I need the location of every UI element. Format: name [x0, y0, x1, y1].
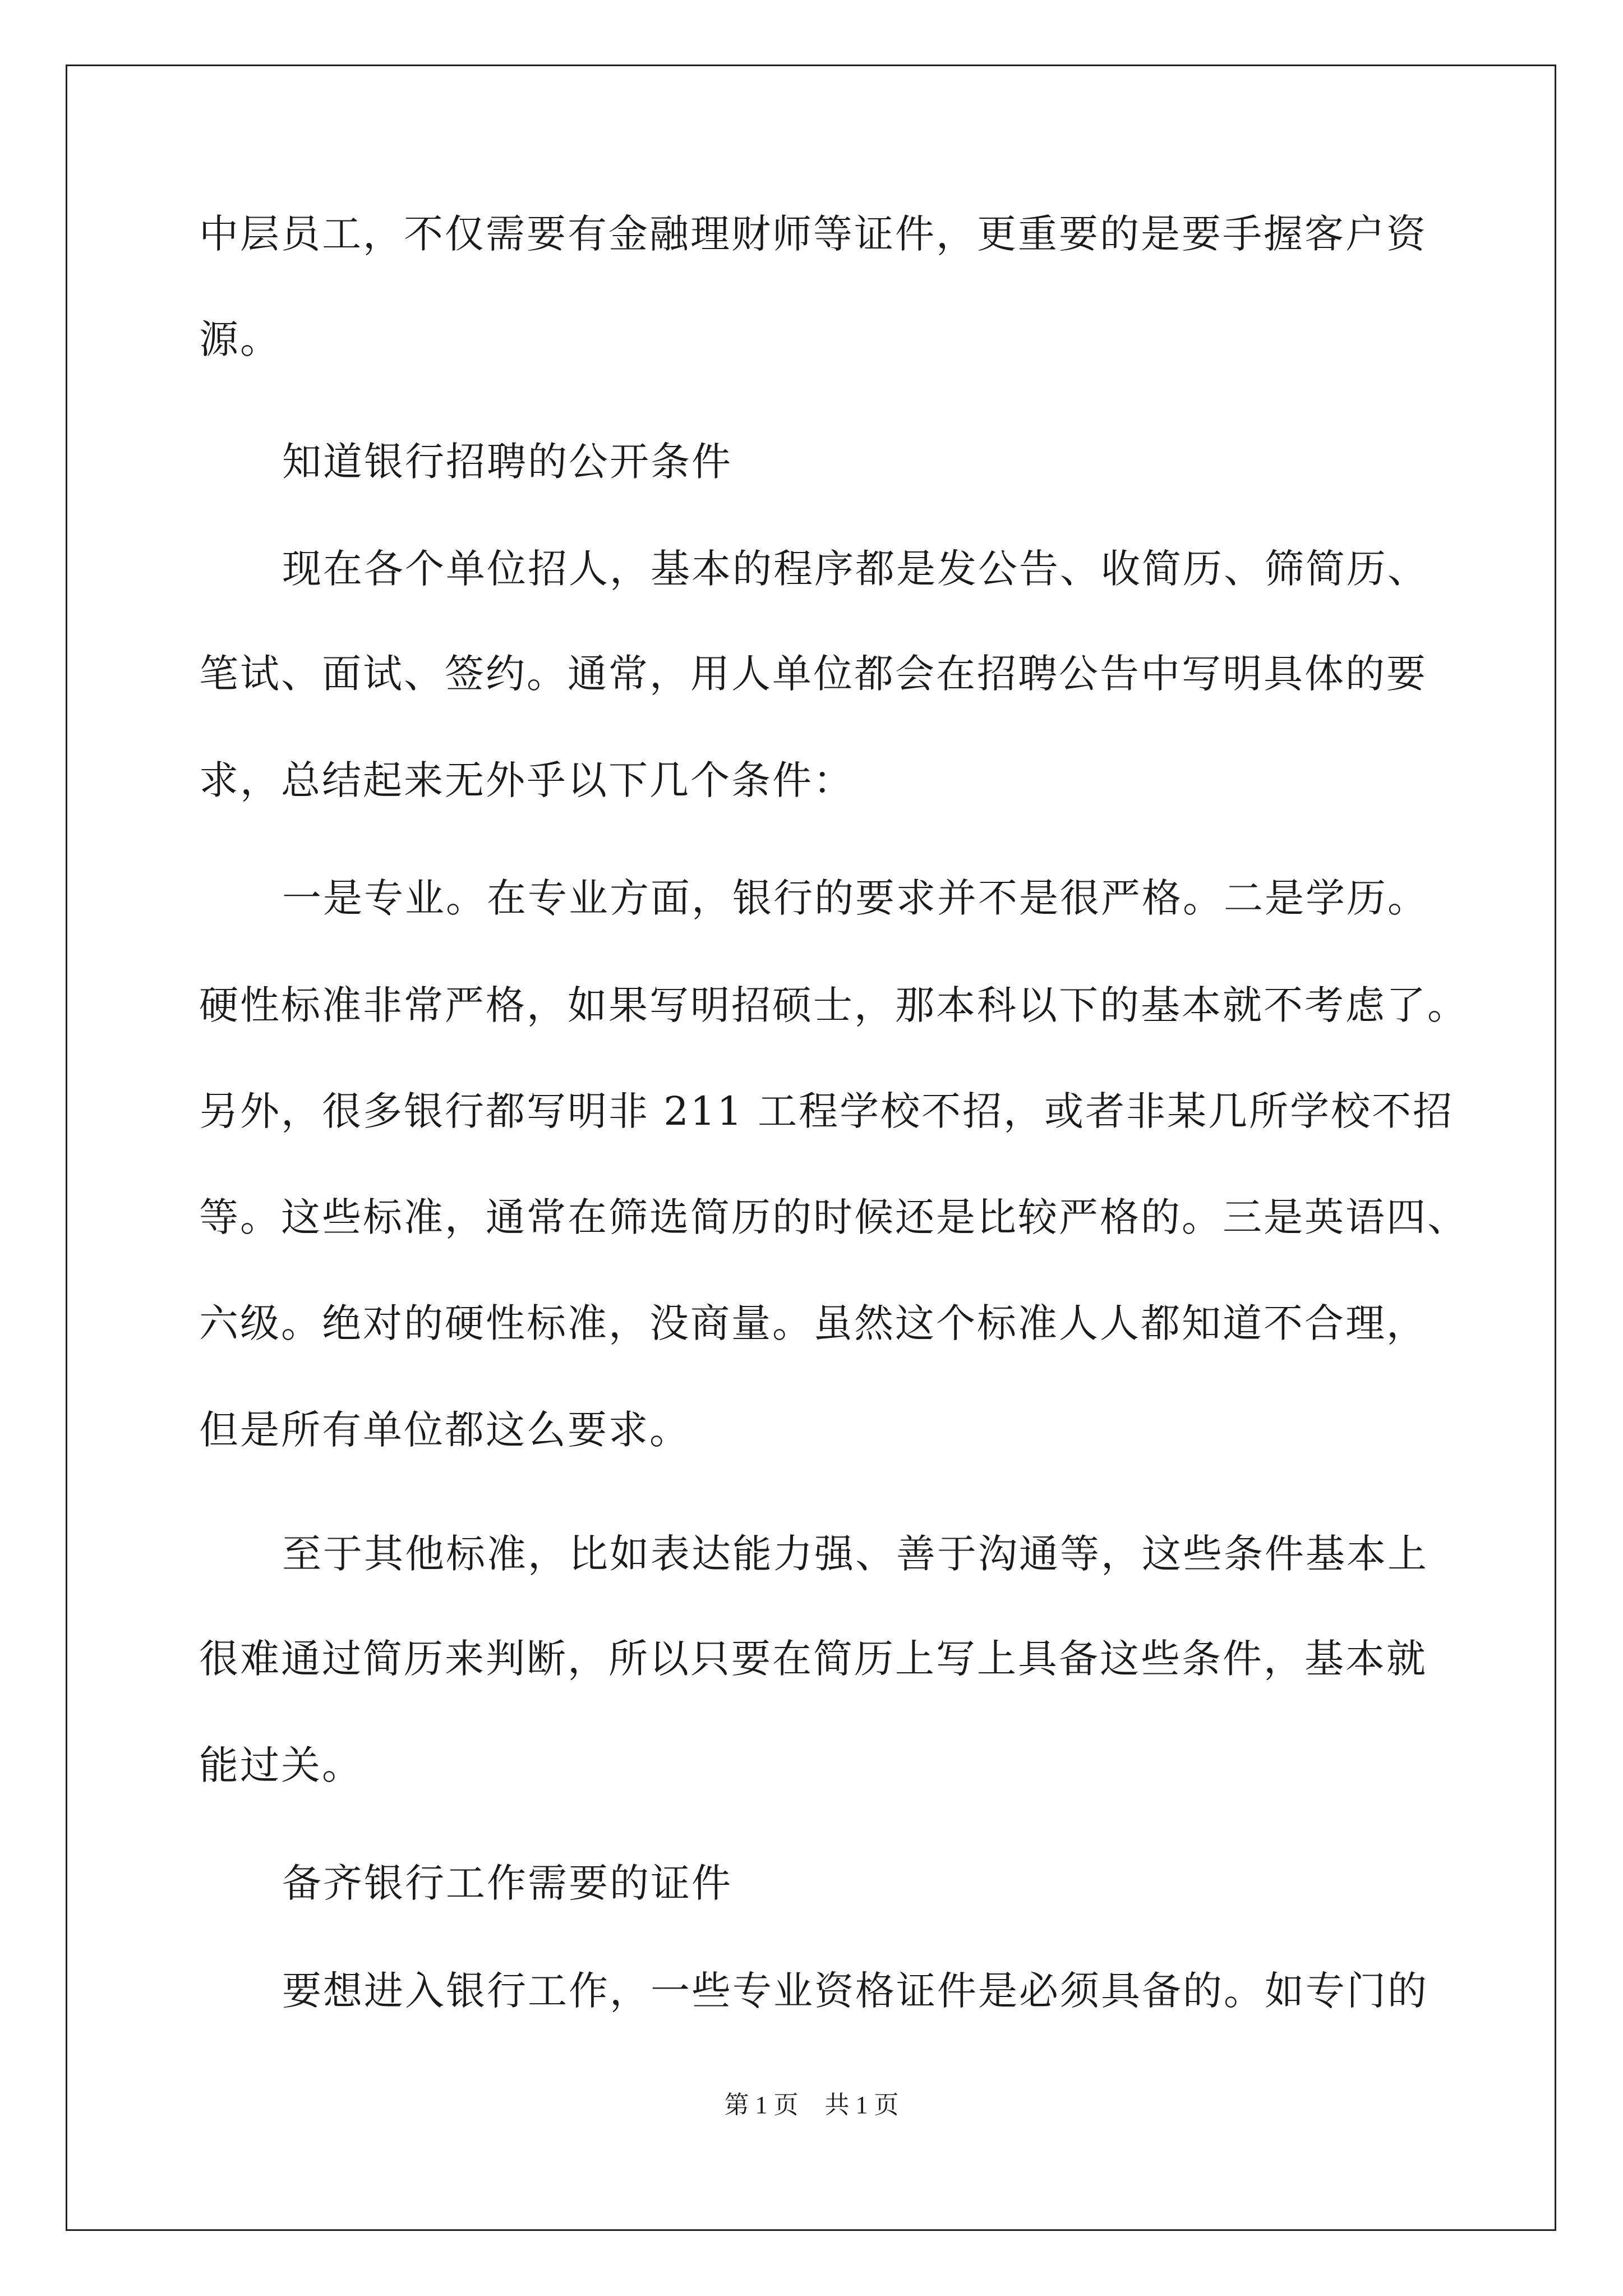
- text-line: 一是专业。在专业方面，银行的要求并不是很严格。二是学历。: [282, 875, 1428, 921]
- text-line: 能过关。: [199, 1742, 363, 1788]
- page-total: 共 1 页: [824, 2091, 899, 2119]
- text-line: 很难通过简历来判断，所以只要在简历上写上具备这些条件，基本就: [199, 1636, 1427, 1682]
- page-number: 第 1 页: [724, 2091, 799, 2119]
- text-line: 笔试、面试、签约。通常，用人单位都会在招聘公告中写明具体的要: [199, 651, 1427, 697]
- text-line: 另外，很多银行都写明非 211 工程学校不招，或者非某几所学校不招: [199, 1088, 1454, 1134]
- text-line: 现在各个单位招人，基本的程序都是发公告、收简历、筛简历、: [282, 546, 1428, 592]
- text-line: 六级。绝对的硬性标准，没商量。虽然这个标准人人都知道不合理，: [199, 1300, 1427, 1346]
- text-line: 中层员工，不仅需要有金融理财师等证件，更重要的是要手握客户资: [199, 211, 1427, 257]
- text-line: 但是所有单位都这么要求。: [199, 1407, 690, 1453]
- section-heading: 知道银行招聘的公开条件: [282, 439, 732, 485]
- text-line: 求，总结起来无外乎以下几个条件：: [199, 757, 854, 803]
- text-line: 等。这些标准，通常在筛选简历的时候还是比较严格的。三是英语四、: [199, 1194, 1468, 1240]
- text-line: 源。: [199, 316, 281, 362]
- text-line: 至于其他标准，比如表达能力强、善于沟通等，这些条件基本上: [282, 1531, 1428, 1577]
- page-footer: [0, 2093, 1623, 2118]
- section-heading: 备齐银行工作需要的证件: [282, 1860, 732, 1906]
- text-line: 硬性标准非常严格，如果写明招硕士，那本科以下的基本就不考虑了。: [199, 982, 1468, 1028]
- text-line: 要想进入银行工作，一些专业资格证件是必须具备的。如专门的: [282, 1968, 1428, 2014]
